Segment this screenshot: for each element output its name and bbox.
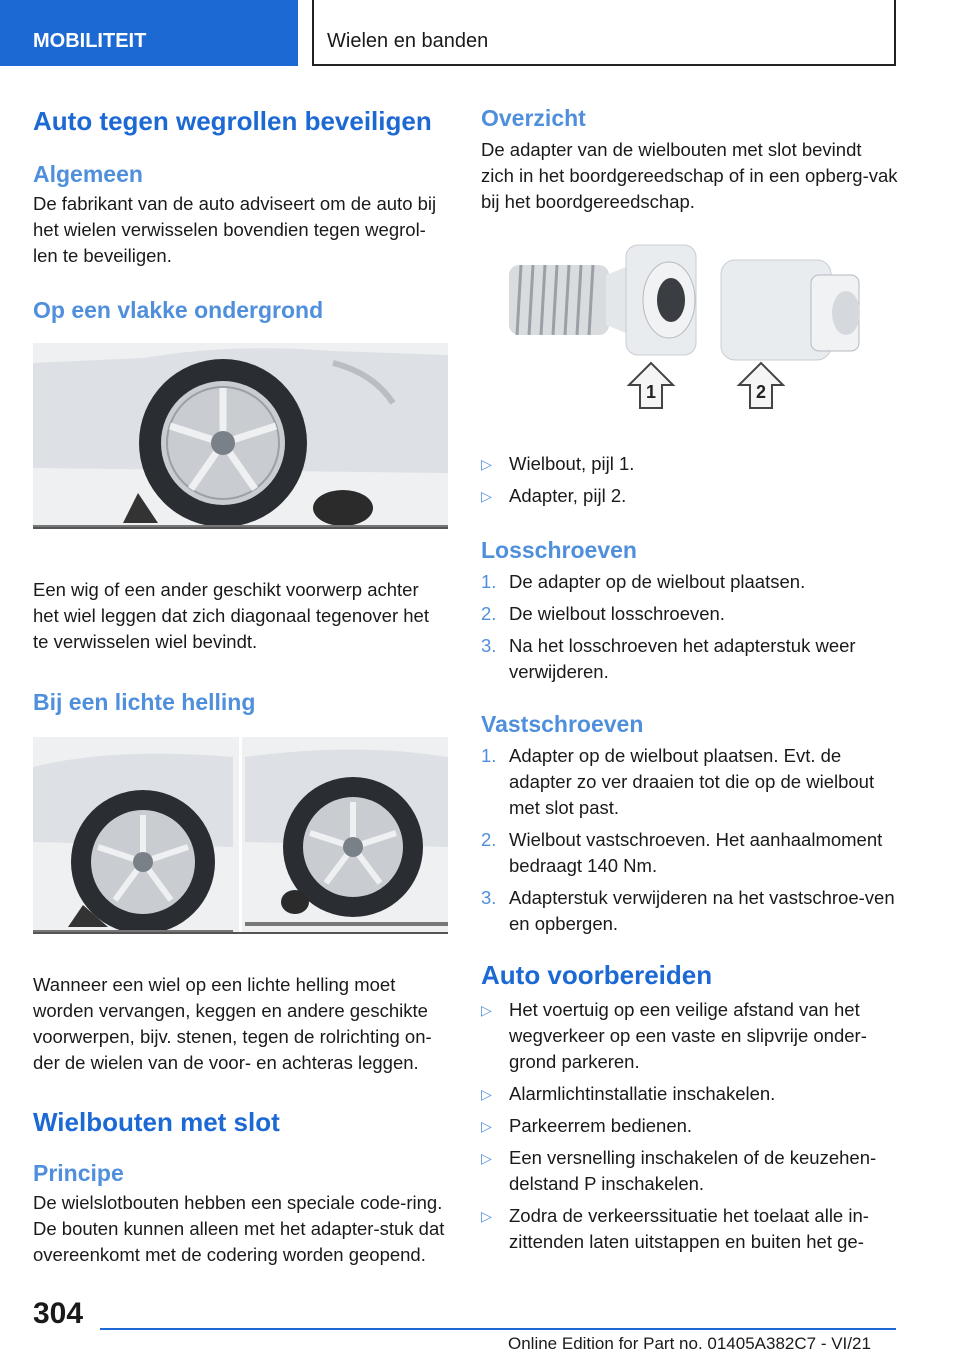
photo-wheel-chock-slope (33, 737, 448, 934)
list-item: ▷ Wielbout, pijl 1. (481, 451, 899, 477)
heading-principe: Principe (33, 1160, 124, 1186)
text-principe: De wielslotbouten hebben een speciale code-ring. De bouten kunnen alleen met het adapter-stuk dat overeenkomt met de codering worden geopend. (33, 1192, 445, 1265)
triangle-bullet-icon: ▷ (481, 1150, 492, 1166)
text-vlakke-ondergrond: Een wig of een ander geschikt voorwerp achter het wiel leggen dat zich diagonaal tegenover het te verwisselen wiel bevindt. (33, 579, 429, 652)
heading-losschroeven: Losschroeven (481, 537, 637, 563)
heading-algemeen: Algemeen (33, 161, 143, 187)
text-overzicht: De adapter van de wielbouten met slot bevindt zich in het boordgereedschap of in een opberg-vak bij het boordgereedschap. (481, 139, 898, 212)
list-item: ▷ Alarmlichtinstallatie inschakelen. (481, 1081, 899, 1107)
photo-wheel-chock-flat (33, 343, 448, 529)
triangle-bullet-icon: ▷ (481, 488, 492, 504)
heading-overzicht: Overzicht (481, 105, 586, 131)
list-item: ▷ Adapter, pijl 2. (481, 483, 899, 509)
triangle-bullet-icon: ▷ (481, 1208, 492, 1224)
arrow-label-1: 1 (645, 382, 657, 402)
heading-vlakke-ondergrond: Op een vlakke ondergrond (33, 297, 324, 323)
right-column (481, 100, 899, 1255)
list-item: ▷ Een versnelling inschakelen of de keuzehen-delstand P inschakelen. (481, 1147, 877, 1194)
tighten-steps (481, 743, 899, 937)
loosen-steps (481, 569, 899, 685)
triangle-bullet-icon: ▷ (481, 1086, 492, 1102)
topic-tab[interactable]: Wielen en banden (312, 0, 896, 66)
section-title-wegrollen: Auto tegen wegrollen beveiligen (33, 106, 432, 136)
arrow-label-2: 2 (755, 382, 767, 402)
section-title-wielbouten: Wielbouten met slot (33, 1107, 280, 1137)
list-item: 2. De wielbout losschroeven. (481, 603, 725, 624)
list-item: 3. Adapterstuk verwijderen na het vastschroe-ven en opbergen. (481, 887, 895, 934)
page-header (0, 0, 960, 66)
triangle-bullet-icon: ▷ (481, 1002, 492, 1018)
illustration-lock-bolt-adapter (481, 235, 899, 435)
list-item: 3. Na het losschroeven het adapterstuk weer verwijderen. (481, 635, 856, 682)
list-item: ▷ Zodra de verkeerssituatie het toelaat alle in-zittenden laten uitstappen en buiten het ge- (481, 1205, 869, 1252)
section-tab[interactable]: MOBILITEIT (0, 0, 298, 66)
parts-list (481, 451, 899, 509)
heading-vastschroeven: Vastschroeven (481, 711, 644, 737)
section-title-voorbereiden: Auto voorbereiden (481, 960, 713, 990)
text-algemeen: De fabrikant van de auto adviseert om de auto bij het wielen verwisselen bovendien tegen wegrol-len te beveiligen. (33, 193, 437, 266)
left-column (33, 100, 448, 1268)
page-number: 304 (33, 1297, 84, 1330)
edition-note: Online Edition for Part no. 01405A382C7 - VI/21 (508, 1334, 871, 1353)
triangle-bullet-icon: ▷ (481, 1118, 492, 1134)
list-item: ▷ Parkeerrem bedienen. (481, 1113, 899, 1139)
footer-divider (100, 1328, 896, 1330)
list-item: ▷ Het voertuig op een veilige afstand van het wegverkeer op een vaste en slipvrije onder-grond parkeren. (481, 999, 867, 1072)
triangle-bullet-icon: ▷ (481, 456, 492, 472)
text-lichte-helling: Wanneer een wiel op een lichte helling moet worden vervangen, keggen en andere geschikte voorwerpen, bijv. stenen, tegen de rolrichting on-der de wielen van de voor- en achteras leggen. (33, 974, 432, 1073)
list-item: 1. Adapter op de wielbout plaatsen. Evt. de adapter zo ver draaien tot die op de wielbout met slot past. (481, 745, 875, 818)
prepare-list (481, 997, 899, 1255)
list-item: 1. De adapter op de wielbout plaatsen. (481, 571, 806, 592)
heading-lichte-helling: Bij een lichte helling (33, 689, 256, 715)
list-item: 2. Wielbout vastschroeven. Het aanhaalmoment bedraagt 140 Nm. (481, 829, 883, 876)
